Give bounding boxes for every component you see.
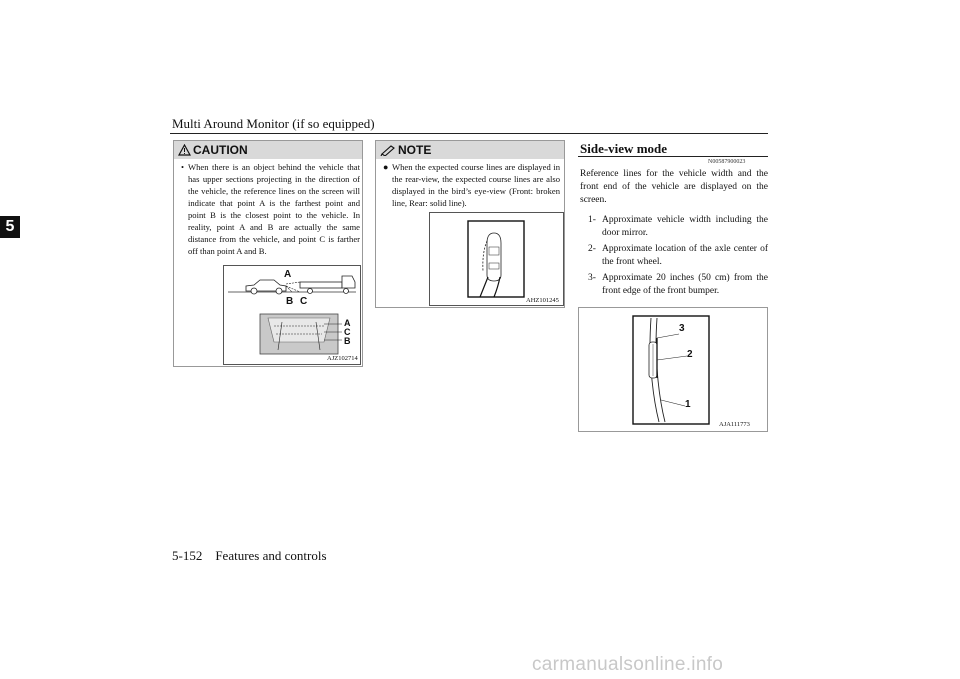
note-text: When the expected course lines are displayed in the rear-view, the expected course lines are also displayed in the bird’s eye-view (Front: broken line, Rear: solid line).	[392, 162, 560, 208]
header-divider	[170, 133, 768, 134]
note-header	[376, 141, 564, 159]
warning-triangle-icon	[178, 144, 191, 156]
caution-heading: CAUTION	[193, 143, 248, 157]
reference-line-list	[588, 214, 768, 301]
birds-eye-view-illustration	[430, 213, 563, 305]
list-item	[588, 214, 768, 240]
side-view-illustration	[579, 308, 767, 431]
caution-bullet: •	[181, 162, 185, 172]
list-item-number: 3-	[588, 273, 596, 283]
figure-code: AJZ102714	[327, 355, 358, 362]
caution-box	[173, 140, 363, 367]
caution-figure	[223, 265, 361, 365]
side-figure-label-1: 1	[685, 399, 691, 410]
section-divider	[578, 156, 768, 157]
figure-label-c-top: C	[300, 296, 308, 307]
figure-label-a-screen: A	[344, 318, 351, 328]
caution-illustration	[224, 266, 360, 364]
list-item-number: 2-	[588, 244, 596, 254]
list-item-text: Approximate 20 inches (50 cm) from the front edge of the front bumper.	[602, 273, 768, 296]
note-figure	[429, 212, 564, 306]
watermark-text: carmanualsonline.info	[532, 654, 724, 675]
note-heading: NOTE	[398, 143, 432, 157]
list-item-number: 1-	[588, 215, 596, 225]
list-item	[588, 243, 768, 269]
side-figure-label-2: 2	[687, 349, 693, 360]
section-title: Side-view mode	[580, 141, 668, 156]
note-pencil-icon	[380, 144, 396, 156]
figure-label-b-top: B	[286, 296, 294, 307]
section-code: N00587900023	[708, 159, 746, 165]
figure-label-b-screen: B	[344, 336, 351, 346]
caution-body	[181, 161, 360, 257]
list-item-text: Approximate vehicle width including the door mirror.	[602, 215, 768, 238]
figure-label-c-screen: C	[344, 327, 351, 337]
section-intro: Reference lines for the vehicle width and the front end of the vehicle are displayed on the screen.	[580, 169, 768, 205]
chapter-tab: 5	[0, 216, 20, 238]
note-figure-code: AHZ101245	[526, 297, 559, 304]
caution-text: When there is an object behind the vehicle that has upper sections projecting in the direction of the vehicle, the reference lines on the screen will indicate that point A is the farthest point and point B is the closest point to the vehicle. In reality, point A and B are actually the same distance from the vehicle, and point C is farther off than point A and B.	[188, 162, 360, 256]
side-figure-label-3: 3	[679, 323, 685, 334]
page-header-title: Multi Around Monitor (if so equipped)	[172, 116, 375, 131]
caution-header	[174, 141, 362, 159]
side-view-figure	[578, 307, 768, 432]
list-item-text: Approximate location of the axle center of the front wheel.	[602, 244, 768, 267]
list-item	[588, 272, 768, 298]
note-box	[375, 140, 565, 308]
note-body	[383, 161, 560, 209]
footer-page-label: 5-152 Features and controls	[172, 548, 327, 563]
figure-label-a-top: A	[284, 269, 292, 280]
side-figure-code: AJA111773	[719, 421, 750, 428]
note-bullet: ●	[383, 162, 389, 172]
